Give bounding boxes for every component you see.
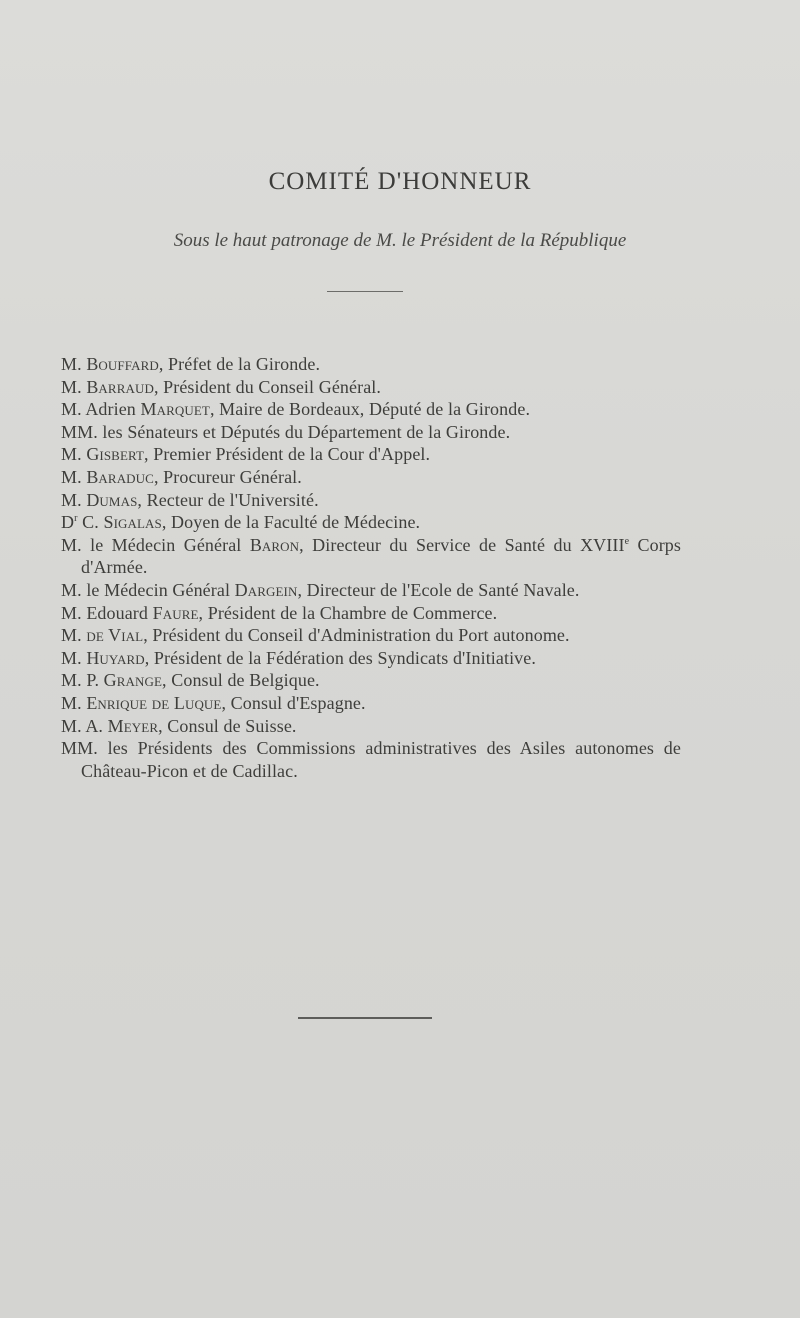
page-title: COMITÉ D'HONNEUR	[268, 168, 532, 195]
list-item: M. P. Grange, Consul de Belgique.	[61, 670, 320, 691]
list-item: M. de Vial, Président du Conseil d'Administration du Port autonome.	[61, 625, 570, 646]
list-item: M. Bouffard, Préfet de la Gironde.	[61, 354, 321, 374]
member-name: Grange	[103, 670, 163, 691]
list-item: M. Edouard Faure, Président de la Chambre de Commerce.	[61, 602, 498, 623]
member-name: Barraud	[86, 376, 154, 397]
list-item: $D^r$ C. Sigalas, Doyen de la Faculté de Médecine.	[61, 512, 421, 533]
member-name: Bouffard	[86, 354, 159, 374]
list-item: M. Barraud, Président du Conseil Général.	[61, 376, 381, 397]
list-item: M. Adrien Marquet, Maire de Bordeaux, Député de la Gironde.	[61, 399, 531, 420]
member-name: Dargein	[234, 579, 298, 600]
member-name: Enrique de Luque	[86, 692, 222, 713]
page-subtitle: Sous le haut patronage de M. le Président de la République	[173, 230, 627, 251]
list-item: M. le Médecin Général Baron, Directeur du Service de Santé du XVIIIe Corps d'Armée.	[61, 534, 682, 578]
member-name: Baron	[249, 534, 300, 555]
member-name: Sigalas	[103, 512, 162, 533]
member-name: Gisbert	[86, 444, 145, 465]
top-divider	[327, 291, 403, 292]
member-name: Faure	[152, 602, 199, 623]
list-item: M. Huyard, Président de la Fédération des Syndicats d'Initiative.	[61, 647, 536, 668]
list-item: M. le Médecin Général Dargein, Directeur de l'Ecole de Santé Navale.	[61, 579, 580, 600]
member-name: Baraduc	[86, 466, 154, 487]
member-name: Meyer	[107, 715, 159, 736]
list-item: M. A. Meyer, Consul de Suisse.	[61, 715, 297, 736]
list-item: MM. les Présidents des Commissions administratives des Asiles autonomes de Château-Picon et de Cadillac.	[61, 738, 681, 781]
member-name: Huyard	[86, 647, 145, 668]
list-item: M. Dumas, Recteur de l'Université.	[61, 489, 319, 510]
list-item: M. Gisbert, Premier Président de la Cour d'Appel.	[61, 444, 431, 465]
list-item: M. Enrique de Luque, Consul d'Espagne.	[61, 692, 366, 713]
member-name: de Vial	[86, 625, 144, 646]
committee-list	[61, 353, 681, 782]
list-item: MM. les Sénateurs et Députés du Département de la Gironde.	[61, 421, 511, 442]
member-name: Dumas	[86, 489, 138, 510]
bottom-divider	[298, 1017, 432, 1019]
member-name: Marquet	[140, 399, 210, 420]
list-item: M. Baraduc, Procureur Général.	[61, 466, 302, 487]
